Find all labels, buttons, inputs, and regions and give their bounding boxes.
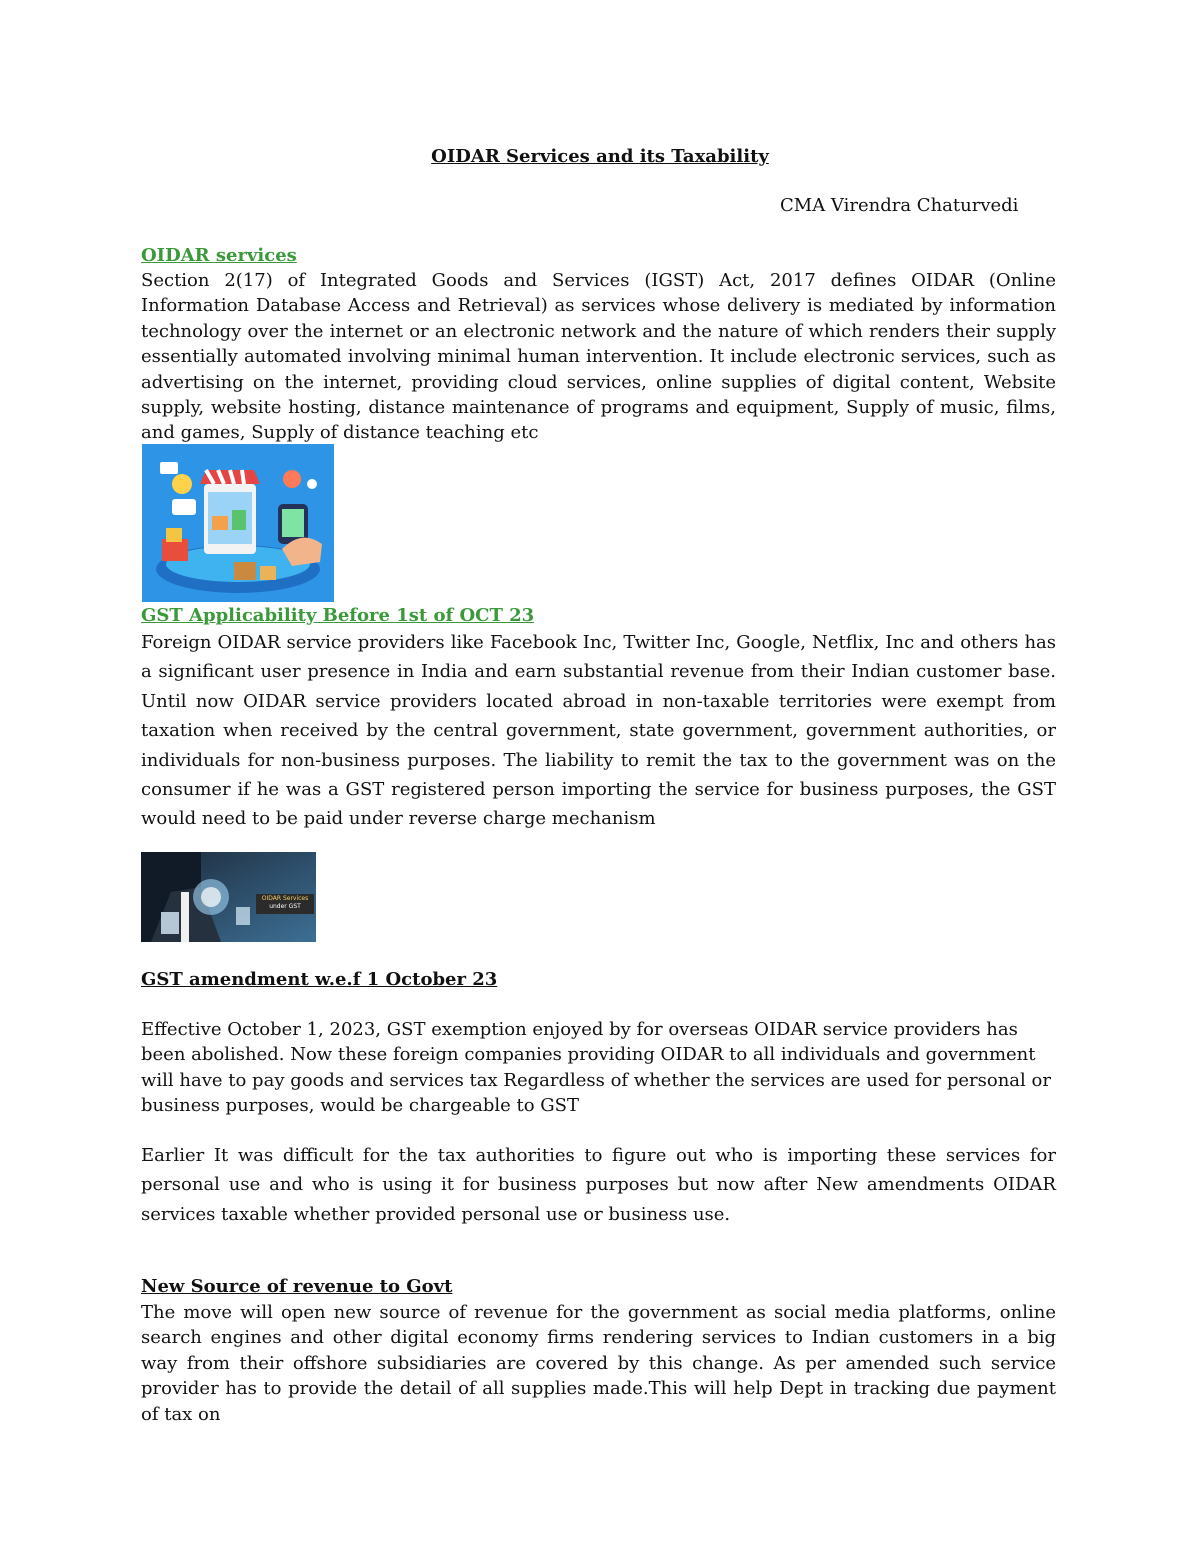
section-heading-new-source-revenue: New Source of revenue to Govt [141, 1276, 453, 1297]
section-body-new-source-revenue: The move will open new source of revenue for the government as social media platforms, online search engines and other digital economy firms rendering services to Indian customers in a big way from their offshore subsidiaries are covered by this change. As per amended such service provider has to provide the detail of all supplies made.This will help Dept in tracking due payment of tax on [141, 1302, 1056, 1425]
section-body-gst-amendment-2: Earlier It was difficult for the tax authorities to figure out who is importing these services for personal use and who is using it for business purposes but now after New amendments OIDAR services taxable whether provided personal use or business use. [141, 1145, 1056, 1225]
oidar-badge-line1: OIDAR Services [261, 895, 309, 902]
oidar-under-gst-image [141, 852, 316, 942]
section-heading-gst-amendment: GST amendment w.e.f 1 October 23 [141, 969, 498, 990]
section-body-gst-amendment: Effective October 1, 2023, GST exemption enjoyed by for overseas OIDAR service providers has been abolished. Now these foreign companies providing OIDAR to all individuals and government will have to pay goods and services tax Regardless of whether the services are used for personal or business purposes, would be chargeable to GST [141, 1019, 1051, 1117]
ecommerce-illustration [142, 444, 334, 602]
author-name: CMA Virendra Chaturvedi [780, 195, 1019, 216]
document-title: OIDAR Services and its Taxability [431, 146, 769, 167]
section-heading-oidar-services: OIDAR services [141, 245, 297, 266]
section-heading-gst-applicability: GST Applicability Before 1st of OCT 23 [141, 605, 535, 626]
oidar-badge-line2: under GST [269, 903, 301, 910]
section-body-oidar-services: Section 2(17) of Integrated Goods and Services (IGST) Act, 2017 defines OIDAR (Online Information Database Access and Retrieval) as services whose delivery is mediated by information technology over the internet or an electronic network and the nature of which renders their supply essentially automated involving minimal human intervention. It include electronic services, such as advertising on the internet, providing cloud services, online supplies of digital content, Website supply, website hosting, distance maintenance of programs and equipment, Supply of music, films, and games, Supply of distance teaching etc [141, 270, 1056, 444]
section-body-gst-applicability: Foreign OIDAR service providers like Facebook Inc, Twitter Inc, Google, Netflix, Inc and others has a significant user presence in India and earn substantial revenue from their Indian customer base. Until now OIDAR service providers located abroad in non-taxable territories were exempt from taxation when received by the central government, state government, government authorities, or individuals for non-business purposes. The liability to remit the tax to the government was on the consumer if he was a GST registered person importing the service for business purposes, the GST would need to be paid under reverse charge mechanism [141, 632, 1056, 830]
